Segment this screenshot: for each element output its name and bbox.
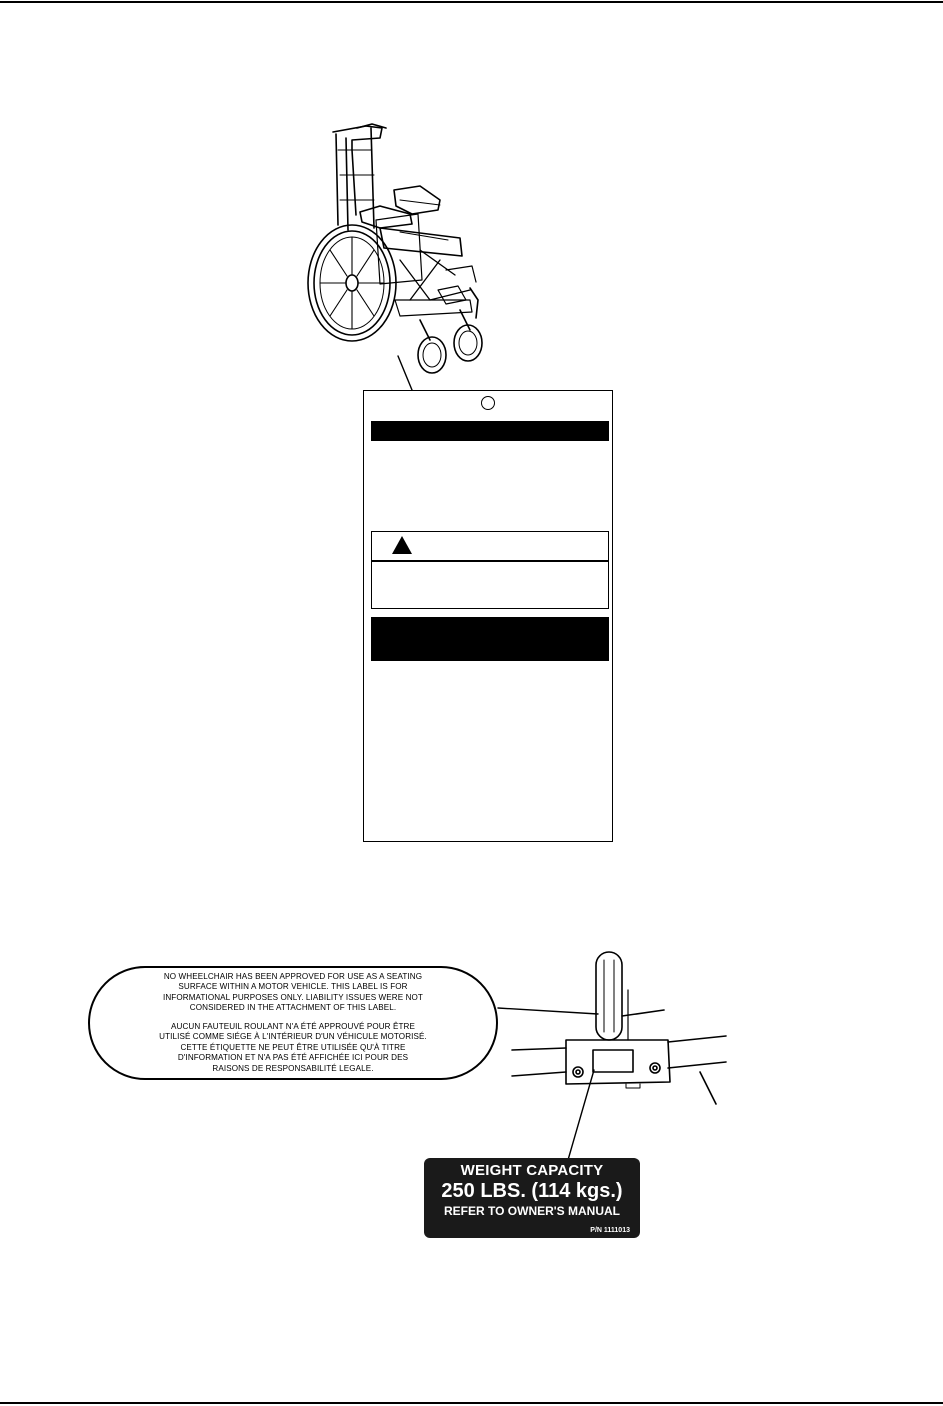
part-number: P/N 1111013 <box>590 1227 630 1234</box>
warning-triangle-icon <box>392 536 412 554</box>
motor-vehicle-warning-label <box>88 966 498 1080</box>
warning-text-english: NO WHEELCHAIR HAS BEEN APPROVED FOR USE AS A SEATING SURFACE WITHIN A MOTOR VEHICLE. THIS LABEL IS FOR INFORMATIONAL PURPOSES ONLY. LIABILITY ISSUES WERE NOT CONSIDERED IN THE ATTACHMENT OF THIS LABEL. <box>163 971 423 1013</box>
label-warning-box <box>371 531 609 609</box>
owners-manual-reference: REFER TO OWNER'S MANUAL <box>444 1204 620 1218</box>
weight-capacity-label <box>424 1158 640 1238</box>
warning-box-divider <box>372 560 608 562</box>
label-black-block <box>371 617 609 661</box>
warning-text-french: AUCUN FAUTEUIL ROULANT N'A ÉTÉ APPROUVÉ POUR ÊTRE UTILISÉ COMME SIÉGE À L'INTÉRIEUR D'UN VÉHICULE MOTORISÉ. CETTE ÉTIQUETTE NE PEUT ÊTRE UTILISÉE QU'À TITRE D'INFORMATION ET N'A PAS ÉTÉ AFFICHÉE ICI POUR DES RAISONS DE RESPONSABILITÉ LEGALE. <box>159 1021 427 1073</box>
weight-capacity-title: WEIGHT CAPACITY <box>460 1162 604 1179</box>
label-circle-mark <box>481 396 495 410</box>
weight-capacity-value: 250 LBS. (114 kgs.) <box>441 1180 623 1202</box>
label-header-bar <box>371 421 609 441</box>
label-card-diagram <box>363 390 613 842</box>
bottom-rule <box>0 1402 943 1404</box>
